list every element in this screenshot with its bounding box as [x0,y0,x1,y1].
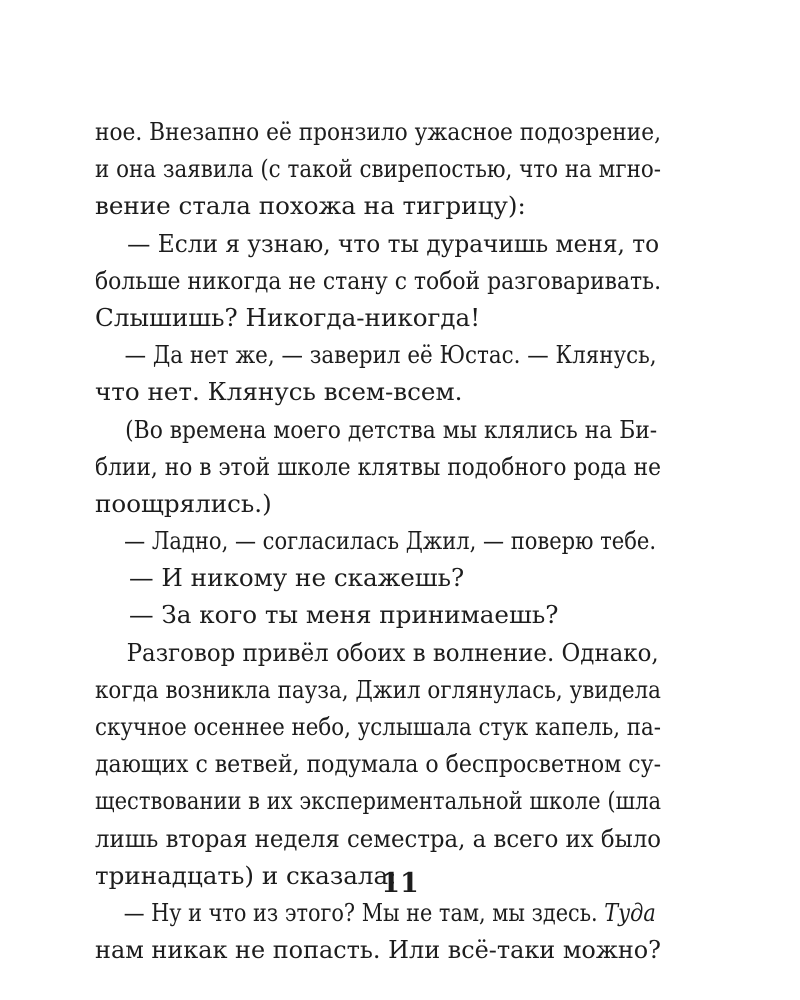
text-line [95,150,661,187]
text-span: — Ну и что из этого? Мы не там, мы здесь. [123,897,605,927]
text-span: вение стала похожа на тигрицу): [95,191,526,221]
text-line [95,113,661,150]
text-span: — И никому не скажешь? [129,563,465,593]
text-span: ное. Внезапно её пронзило ужасное подозрение, [95,117,661,146]
text-line [95,373,661,410]
text-span: (Во времена моего детства мы клялись на Би- [125,414,658,444]
italic-text: Туда [604,897,656,927]
text-span: лишь вторая неделя семестра, а всего их было [95,823,662,853]
text-line [95,299,661,336]
text-span: нам никак не попасть. Или всё-таки можно? [95,935,661,965]
text-span: — Ладно, — согласилась Джил, — поверю тебе. [124,526,657,556]
text-line [95,782,662,819]
body-text [95,113,661,968]
text-line [95,262,662,299]
page-number: 11 [381,868,419,899]
text-line [95,820,662,857]
text-span: тринадцать) и сказала: [95,860,397,890]
text-span: — За кого ты меня принимаешь? [129,600,559,630]
text-span: блии, но в этой школе клятвы подобного рода не [95,451,661,481]
text-span: — Если я узнаю, что ты дурачишь меня, то [127,228,660,258]
text-line [95,894,656,931]
text-line [95,448,661,485]
text-span: дающих с ветвей, подумала о беспросветном су- [95,749,662,779]
text-span: больше никогда не стану с тобой разговаривать. [95,265,662,295]
text-line [95,596,661,633]
text-line [95,745,662,782]
text-span: когда возникла пауза, Джил оглянулась, увидела [95,674,661,704]
text-span: скучное осеннее небо, услышала стук капель, па- [95,712,661,741]
text-line [95,187,661,224]
text-span: ществовании в их экспериментальной школе (шла [95,786,662,816]
text-line [95,559,661,596]
text-line [95,485,661,522]
text-span: поощрялись.) [95,488,272,518]
text-line [95,225,660,262]
text-line [95,411,658,448]
text-span: Слышишь? Никогда-никогда! [95,302,481,332]
text-line [95,931,661,968]
text-span: и она заявила (с такой свирепостью, что на мгно- [95,154,661,184]
text-span: Разговор привёл обоих в волнение. Однако, [126,637,659,667]
text-line [95,634,659,671]
text-line [95,522,657,559]
text-line [95,671,661,708]
text-span: что нет. Клянусь всем-всем. [95,377,463,407]
text-line [95,336,657,373]
text-span: — Да нет же, — заверил её Юстас. — Клянусь, [124,340,657,370]
text-line [95,708,661,745]
